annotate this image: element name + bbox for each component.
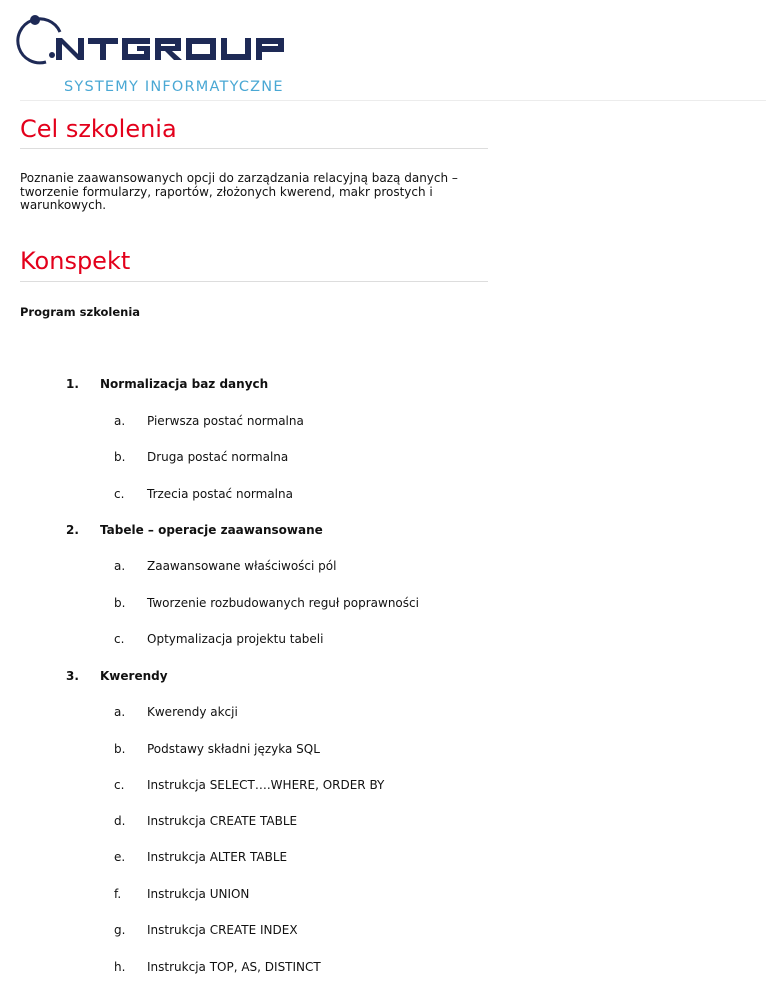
ntgroup-logo[interactable]: [16, 12, 316, 95]
outline-subtitle: Program szkolenia: [20, 305, 141, 319]
item-marker: a.: [114, 559, 126, 573]
item-marker: b.: [114, 450, 126, 464]
item-marker: a.: [114, 705, 126, 719]
outline-title-divider: [20, 281, 488, 282]
item-marker: a.: [114, 414, 126, 428]
section-number: 1.: [66, 377, 79, 391]
item-marker: b.: [114, 596, 126, 610]
item-text: Instrukcja CREATE INDEX: [147, 923, 298, 937]
item-text: Instrukcja TOP, AS, DISTINCT: [147, 960, 321, 974]
goal-title: Cel szkolenia: [20, 115, 177, 143]
item-marker: c.: [114, 487, 125, 501]
item-marker: c.: [114, 778, 125, 792]
item-marker: h.: [114, 960, 126, 974]
section-number: 2.: [66, 523, 79, 537]
item-text: Instrukcja ALTER TABLE: [147, 850, 288, 864]
item-text: Instrukcja UNION: [147, 887, 250, 901]
item-text: Kwerendy akcji: [147, 705, 238, 719]
item-text: Druga postać normalna: [147, 450, 289, 464]
item-marker: b.: [114, 742, 126, 756]
item-text: Instrukcja SELECT….WHERE, ORDER BY: [147, 778, 385, 792]
item-marker: d.: [114, 814, 126, 828]
section-title: Kwerendy: [100, 669, 168, 683]
item-text: Zaawansowane właściwości pól: [147, 559, 337, 573]
goal-text: Poznanie zaawansowanych opcji do zarządzania relacyjną bazą danych – tworzenie formularzy, raportów, złożonych kwerend, makr prostych i warunkowych.: [20, 171, 458, 212]
item-marker: g.: [114, 923, 126, 937]
item-text: Tworzenie rozbudowanych reguł poprawności: [147, 596, 419, 610]
header-divider: [20, 100, 766, 101]
item-text: Pierwsza postać normalna: [147, 414, 304, 428]
outline-title: Konspekt: [20, 247, 131, 275]
item-marker: c.: [114, 632, 125, 646]
item-text: Optymalizacja projektu tabeli: [147, 632, 324, 646]
section-title: Normalizacja baz danych: [100, 377, 269, 391]
logo-tagline: SYSTEMY INFORMATYCZNE: [64, 79, 284, 95]
item-marker: f.: [114, 887, 122, 901]
ntgroup-logo-graphic: [16, 12, 316, 72]
item-text: Instrukcja CREATE TABLE: [147, 814, 298, 828]
item-text: Podstawy składni języka SQL: [147, 742, 320, 756]
section-number: 3.: [66, 669, 79, 683]
section-title: Tabele – operacje zaawansowane: [100, 523, 323, 537]
goal-title-divider: [20, 148, 488, 149]
item-text: Trzecia postać normalna: [147, 487, 293, 501]
item-marker: e.: [114, 850, 126, 864]
